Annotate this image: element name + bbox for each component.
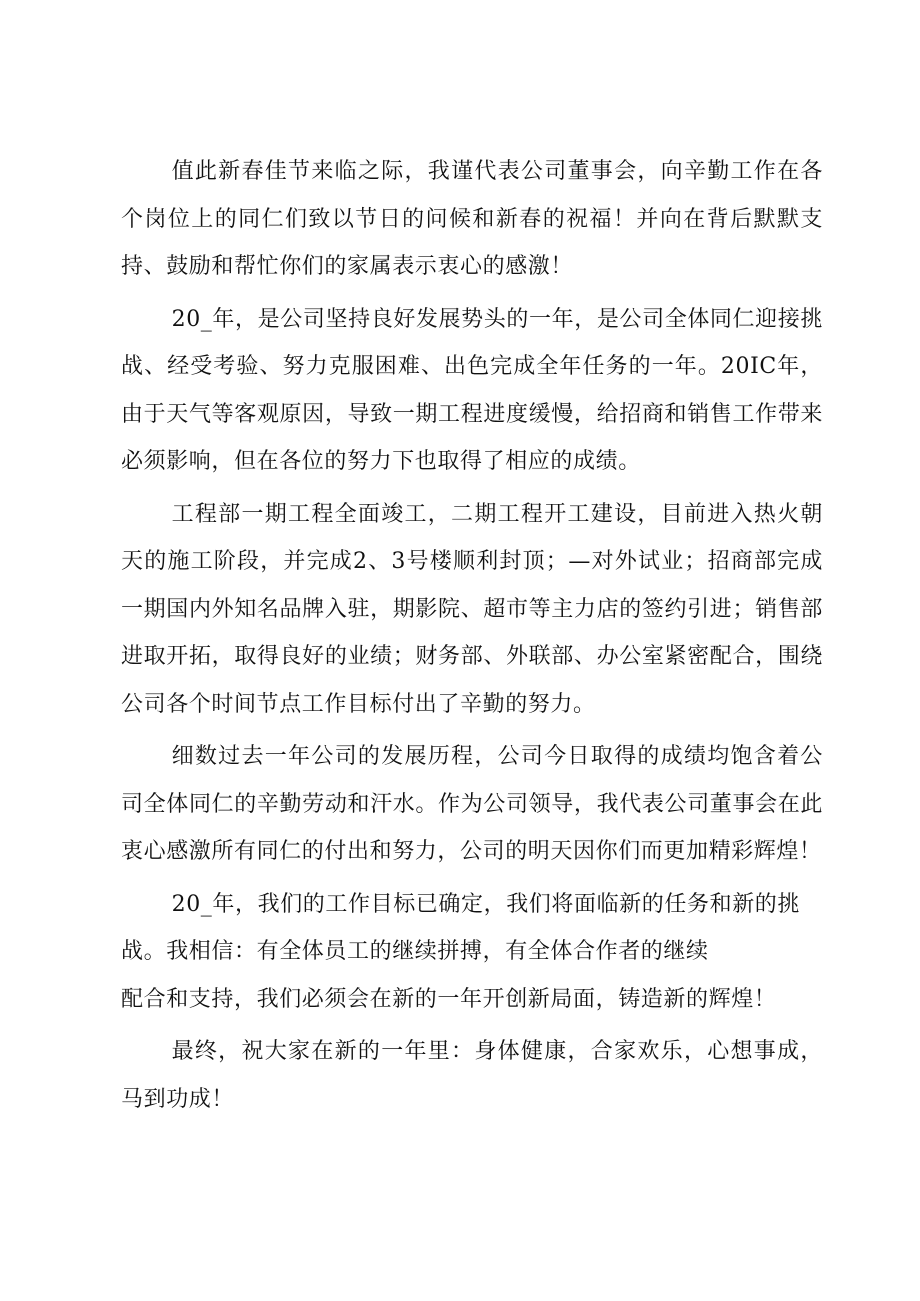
letter-body bbox=[121, 148, 823, 1128]
paragraph-goals-line: 配合和支持，我们必须会在新的一年开创新局面，铸造新的辉煌！ bbox=[121, 986, 777, 1012]
paragraph-goals-line: 战。我相信：有全体员工的继续拼搏，有全体合作者的继续 bbox=[121, 939, 709, 964]
paragraph-goals-line: 20_年，我们的工作目标已确定，我们将面临新的任务和新的挑 bbox=[171, 891, 800, 917]
paragraph-closing: 最终，祝大家在新的一年里：身体健康，合家欢乐，心想事成，马到功成！ bbox=[121, 1039, 823, 1112]
paragraph-thanks: 细数过去一年公司的发展历程，公司今日取得的成绩均饱含着公司全体同仁的辛勤劳动和汗水。作为公司领导，我代表公司董事会在此衷心感激所有同仁的付出和努力，公司的明天因你们而更加精彩辉煌！ bbox=[121, 744, 823, 864]
paragraph-greeting: 值此新春佳节来临之际，我谨代表公司董事会，向辛勤工作在各个岗位上的同仁们致以节日的问候和新春的祝福！并向在背后默默支持、鼓励和帮忙你们的家属表示衷心的感激！ bbox=[121, 159, 823, 279]
paragraph-year-review: 20_年，是公司坚持良好发展势头的一年，是公司全体同仁迎接挑战、经受考验、努力克服困难、出色完成全年任务的一年。20IC年，由于天气等客观原因，导致一期工程进度缓慢，给招商和销售工作带来必须影响，但在各位的努力下也取得了相应的成绩。 bbox=[121, 306, 823, 474]
paragraph-departments: 工程部一期工程全面竣工，二期工程开工建设，目前进入热火朝天的施工阶段，并完成2、3号楼顺利封顶；—对外试业；招商部完成一期国内外知名品牌入驻，期影院、超市等主力店的签约引进；销售部进取开拓，取得良好的业绩；财务部、外联部、办公室紧密配合，围绕公司各个时间节点工作目标付出了辛勤的努力。 bbox=[121, 501, 823, 717]
paragraph-goals bbox=[121, 881, 823, 1024]
